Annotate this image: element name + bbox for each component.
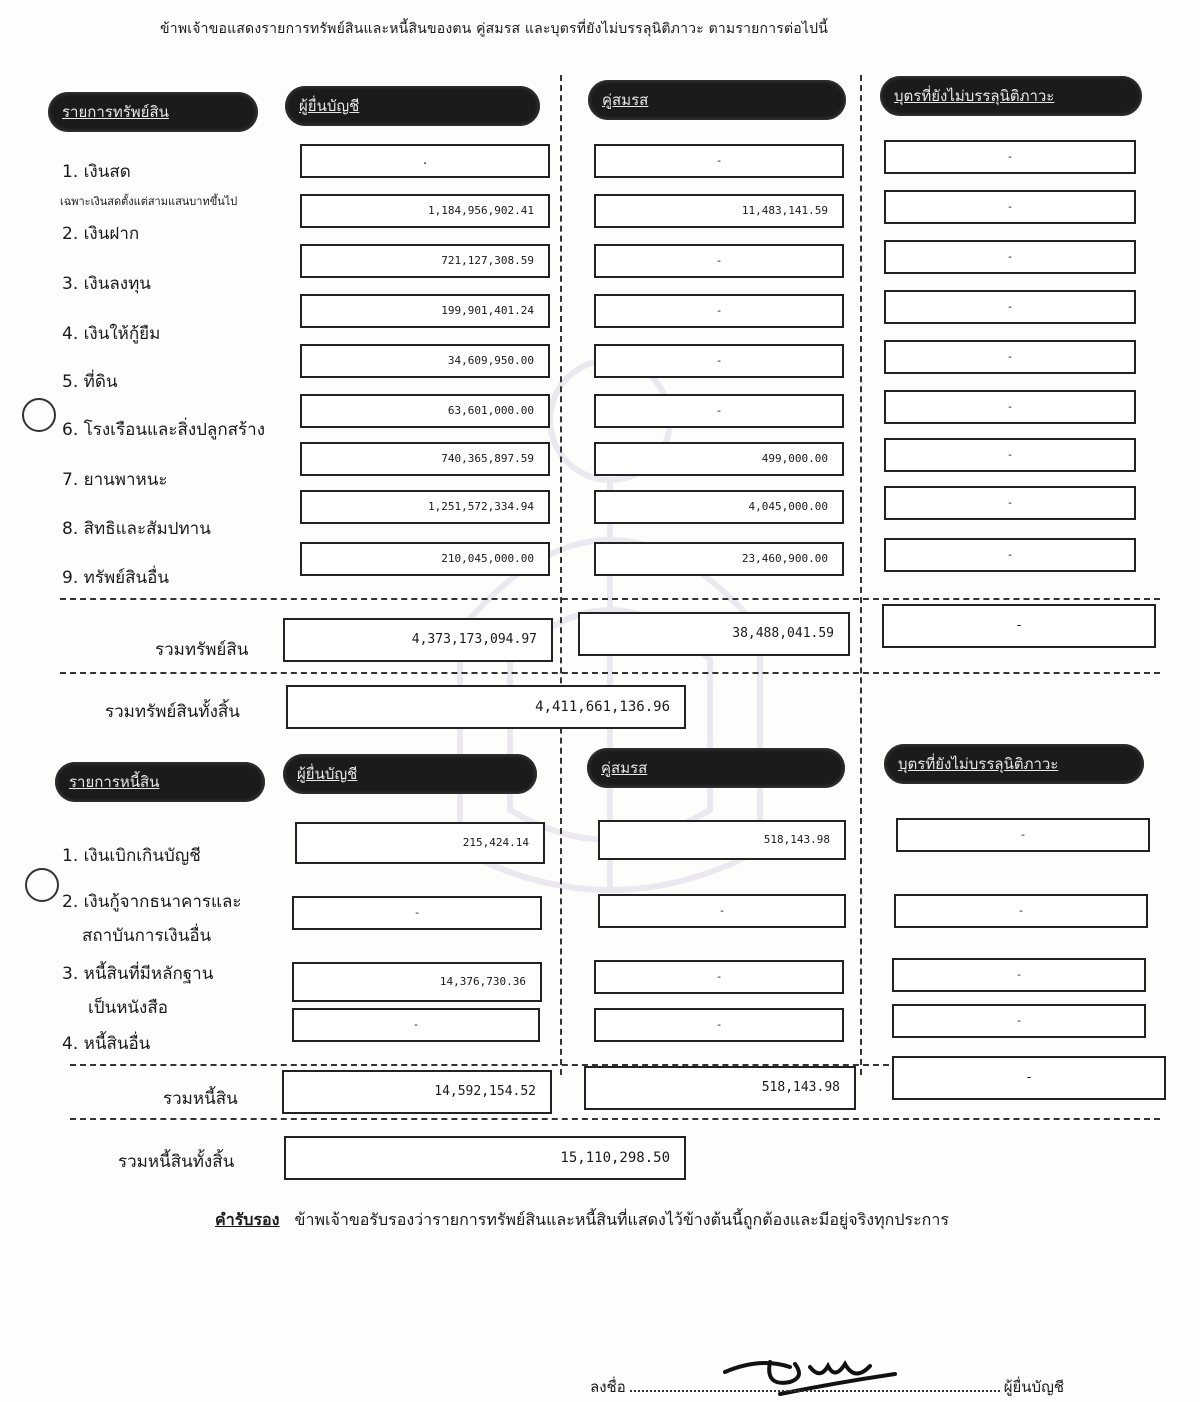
liabilities-grand-label: รวมหนี้สินทั้งสิ้น xyxy=(118,1152,235,1172)
asset-loans-spouse: - xyxy=(594,294,844,328)
liability-label-documented: 3. หนี้สินที่มีหลักฐาน xyxy=(62,964,214,984)
asset-label-other: 9. ทรัพย์สินอื่น xyxy=(62,568,169,588)
signature-line xyxy=(590,1375,1064,1399)
assets-grand-label: รวมทรัพย์สินทั้งสิ้น xyxy=(105,702,240,722)
margin-circle xyxy=(22,398,56,432)
asset-cash-spouse: - xyxy=(594,144,844,178)
liability-other-children: - xyxy=(892,1004,1146,1038)
asset-loans-children: - xyxy=(884,290,1136,324)
liability-overdraft-declarant: 215,424.14 xyxy=(295,822,545,864)
liability-bank-loans-children: - xyxy=(894,894,1148,928)
header-statement: ข้าพเจ้าขอแสดงรายการทรัพย์สินและหนี้สินของตน คู่สมรส และบุตรที่ยังไม่บรรลุนิติภาวะ ตามรายการต่อไปนี้ xyxy=(160,21,829,37)
assets-col-declarant: ผู้ยื่นบัญชี xyxy=(285,86,540,126)
assets-col-children: บุตรที่ยังไม่บรรลุนิติภาวะ xyxy=(880,76,1142,116)
column-divider xyxy=(860,75,862,1075)
asset-buildings-children: - xyxy=(884,390,1136,424)
asset-deposit-spouse: 11,483,141.59 xyxy=(594,194,844,228)
liability-other-declarant: - xyxy=(292,1008,540,1042)
asset-rights-spouse: 4,045,000.00 xyxy=(594,490,844,524)
asset-label-rights: 8. สิทธิและสัมปทาน xyxy=(62,519,211,539)
asset-loans-declarant: 199,901,401.24 xyxy=(300,294,550,328)
assets-heading: รายการทรัพย์สิน xyxy=(48,92,258,132)
asset-label-buildings: 6. โรงเรือนและสิ่งปลูกสร้าง xyxy=(62,420,265,440)
assets-total-spouse: 38,488,041.59 xyxy=(578,612,850,656)
asset-rights-children: - xyxy=(884,486,1136,520)
liabilities-total-label: รวมหนี้สิน xyxy=(163,1089,238,1109)
liability-other-spouse: - xyxy=(594,1008,844,1042)
asset-other-declarant: 210,045,000.00 xyxy=(300,542,550,576)
asset-label-investment: 3. เงินลงทุน xyxy=(62,274,151,294)
asset-vehicles-declarant: 740,365,897.59 xyxy=(300,442,550,476)
asset-buildings-spouse: - xyxy=(594,394,844,428)
liability-bank-loans-spouse: - xyxy=(598,894,846,928)
asset-deposit-declarant: 1,184,956,902.41 xyxy=(300,194,550,228)
assets-total-children: - xyxy=(882,604,1156,648)
assets-grand-total: 4,411,661,136.96 xyxy=(286,685,686,729)
margin-circle xyxy=(25,868,59,902)
certification xyxy=(215,1208,949,1233)
separator-line xyxy=(60,598,1160,600)
assets-col-spouse: คู่สมรส xyxy=(588,80,846,120)
signature-suffix: ผู้ยื่นบัญชี xyxy=(1003,1378,1065,1396)
separator-line xyxy=(60,672,1160,674)
liabilities-total-spouse: 518,143.98 xyxy=(584,1066,856,1110)
asset-other-children: - xyxy=(884,538,1136,572)
asset-label-vehicles: 7. ยานพาหนะ xyxy=(62,470,168,490)
certification-title: คำรับรอง xyxy=(215,1210,280,1229)
liability-documented-declarant: 14,376,730.36 xyxy=(292,962,542,1002)
signature-prefix: ลงชื่อ xyxy=(590,1378,626,1396)
asset-label-land: 5. ที่ดิน xyxy=(62,372,118,392)
asset-deposit-children: - xyxy=(884,190,1136,224)
liabilities-col-spouse: คู่สมรส xyxy=(587,748,845,788)
certification-text: ข้าพเจ้าขอรับรองว่ารายการทรัพย์สินและหนี้สินที่แสดงไว้ข้างต้นนี้ถูกต้องและมีอยู่จริงทุกประการ xyxy=(294,1210,949,1229)
signature-dotted-line xyxy=(630,1376,1000,1392)
liability-label-overdraft: 1. เงินเบิกเกินบัญชี xyxy=(62,846,201,866)
asset-other-spouse: 23,460,900.00 xyxy=(594,542,844,576)
asset-buildings-declarant: 63,601,000.00 xyxy=(300,394,550,428)
asset-investment-declarant: 721,127,308.59 xyxy=(300,244,550,278)
asset-rights-declarant: 1,251,572,334.94 xyxy=(300,490,550,524)
liabilities-total-children: - xyxy=(892,1056,1166,1100)
liability-label-bank-loans: 2. เงินกู้จากธนาคารและ xyxy=(62,892,242,912)
liability-documented-children: - xyxy=(892,958,1146,992)
liability-label-bank-loans-2: สถาบันการเงินอื่น xyxy=(82,926,212,946)
asset-label-loans: 4. เงินให้กู้ยืม xyxy=(62,324,161,344)
liability-overdraft-spouse: 518,143.98 xyxy=(598,820,846,860)
asset-investment-children: - xyxy=(884,240,1136,274)
asset-cash-children: - xyxy=(884,140,1136,174)
liabilities-col-declarant: ผู้ยื่นบัญชี xyxy=(283,754,537,794)
separator-line xyxy=(70,1118,1160,1120)
liabilities-total-declarant: 14,592,154.52 xyxy=(282,1070,552,1114)
asset-note-deposit: เฉพาะเงินสดตั้งแต่สามแสนบาทขึ้นไป xyxy=(60,195,238,208)
column-divider xyxy=(560,75,562,1075)
liability-overdraft-children: - xyxy=(896,818,1150,852)
asset-label-cash: 1. เงินสด xyxy=(62,162,131,182)
liabilities-grand-total: 15,110,298.50 xyxy=(284,1136,686,1180)
liability-documented-spouse: - xyxy=(594,960,844,994)
asset-land-children: - xyxy=(884,340,1136,374)
asset-investment-spouse: - xyxy=(594,244,844,278)
asset-vehicles-children: - xyxy=(884,438,1136,472)
asset-label-deposit: 2. เงินฝาก xyxy=(62,224,140,244)
liabilities-col-children: บุตรที่ยังไม่บรรลุนิติภาวะ xyxy=(884,744,1144,784)
liability-label-other: 4. หนี้สินอื่น xyxy=(62,1034,151,1054)
liabilities-heading: รายการหนี้สิน xyxy=(55,762,265,802)
asset-land-spouse: - xyxy=(594,344,844,378)
asset-land-declarant: 34,609,950.00 xyxy=(300,344,550,378)
asset-vehicles-spouse: 499,000.00 xyxy=(594,442,844,476)
assets-total-label: รวมทรัพย์สิน xyxy=(155,640,249,660)
assets-total-declarant: 4,373,173,094.97 xyxy=(283,618,553,662)
asset-cash-declarant: . xyxy=(300,144,550,178)
liability-label-documented-2: เป็นหนังสือ xyxy=(88,998,168,1018)
liability-bank-loans-declarant: - xyxy=(292,896,542,930)
